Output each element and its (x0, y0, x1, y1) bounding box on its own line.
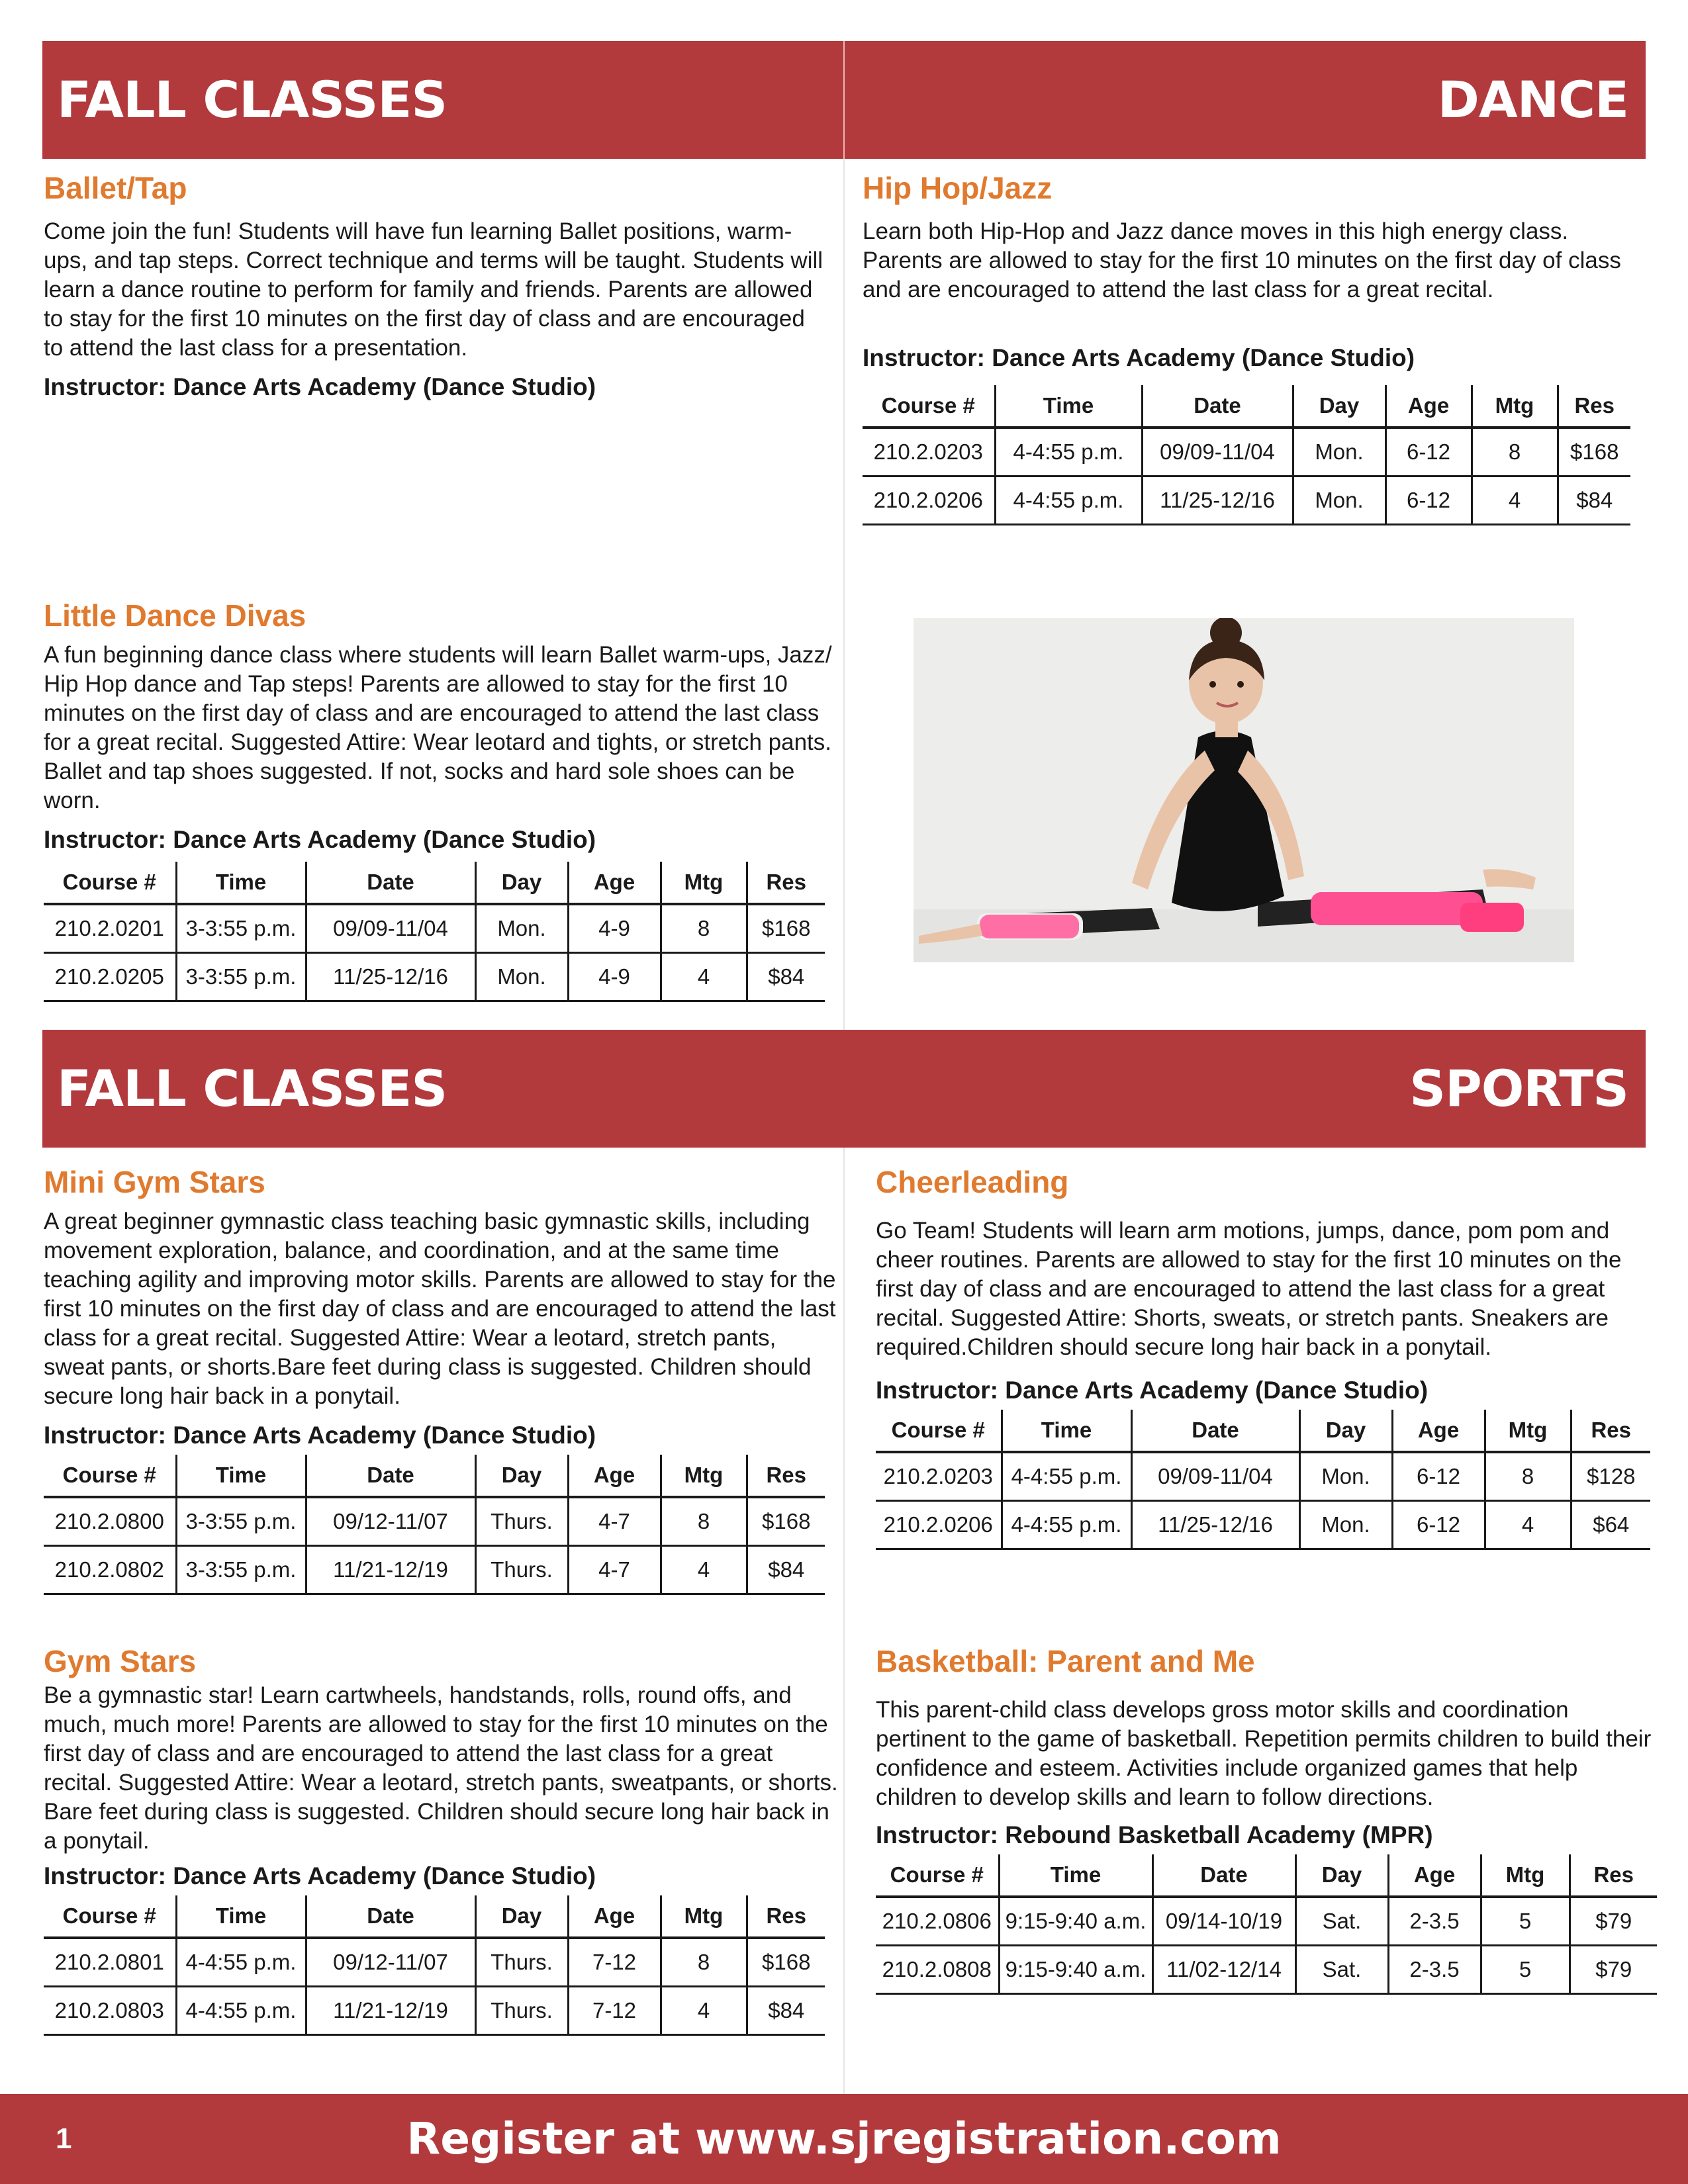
cell: 11/25-12/16 (306, 953, 475, 1001)
cell: 11/25-12/16 (1142, 477, 1293, 525)
col-header: Res (747, 862, 825, 904)
schedule-table (876, 1854, 1657, 1995)
cell: 7-12 (568, 1938, 661, 1987)
cell: 09/14-10/19 (1152, 1897, 1295, 1946)
section-title: Mini Gym Stars (44, 1165, 265, 1199)
col-header: Course # (863, 385, 995, 428)
section-description: A fun beginning dance class where students will learn Ballet warm-ups, Jazz/ Hip Hop dance and Tap steps! Parents are allowed to stay for the first 10 minutes on the first day of class and are encouraged to attend the last class for a great recital. Suggested Attire: Wear leotard and tights, or stretch pants. Ballet and tap shoes suggested. If not, socks and hard sole shoes can be worn. (44, 642, 832, 813)
table-row (44, 1938, 825, 1987)
col-header: Res (747, 1895, 825, 1938)
column-divider (843, 1148, 845, 2094)
cell: 4-7 (568, 1546, 661, 1594)
schedule-table (863, 385, 1630, 525)
mini-gym-stars-section (44, 1162, 838, 1595)
section-title: Hip Hop/Jazz (863, 171, 1053, 205)
cheerleading-section (876, 1162, 1657, 1550)
col-header: Time (999, 1854, 1152, 1897)
cell: 210.2.0800 (44, 1497, 176, 1546)
ballet-tap-section (44, 168, 825, 404)
col-header: Age (1392, 1410, 1485, 1452)
cell: 8 (1485, 1452, 1571, 1501)
cell: 4-7 (568, 1497, 661, 1546)
cell: 210.2.0206 (876, 1501, 1002, 1549)
page-number: 1 (56, 2122, 72, 2155)
col-header: Date (306, 1895, 475, 1938)
banner-category: DANCE (1437, 70, 1628, 129)
col-header: Time (1002, 1410, 1131, 1452)
cell: 7-12 (568, 1987, 661, 2035)
banner-divider (843, 41, 845, 159)
instructor: Instructor: Dance Arts Academy (Dance Studio) (44, 1422, 596, 1449)
col-header: Res (747, 1455, 825, 1497)
table-row (44, 1987, 825, 2035)
sports-banner (42, 1030, 1646, 1148)
cell: 5 (1481, 1897, 1570, 1946)
cell: Mon. (1293, 477, 1385, 525)
cell: 11/21-12/19 (306, 1987, 475, 2035)
col-header: Time (995, 385, 1142, 428)
cell: 4 (1472, 477, 1558, 525)
col-header: Course # (876, 1410, 1002, 1452)
cell: Thurs. (475, 1987, 568, 2035)
cell: 210.2.0802 (44, 1546, 176, 1594)
little-dance-divas-section (44, 596, 838, 1002)
section-title: Little Dance Divas (44, 598, 306, 633)
section-description: Come join the fun! Students will have fun learning Ballet positions, warm-ups, and tap steps. Correct technique and terms will be taught. Students will learn a dance routine to perform for family and friends. Parents are allowed to stay for the first 10 minutes on the first day of class and are encouraged to attend the last class for a presentation. (44, 218, 823, 361)
col-header: Course # (44, 1895, 176, 1938)
cell: 8 (661, 904, 747, 953)
col-header: Date (1142, 385, 1293, 428)
cell: 3-3:55 p.m. (176, 904, 306, 953)
cell: 4-4:55 p.m. (1002, 1452, 1131, 1501)
register-link[interactable]: Register at www.sjregistration.com (406, 2113, 1282, 2164)
schedule-table (44, 1895, 825, 2036)
table-row (876, 1452, 1650, 1501)
cell: $84 (747, 1987, 825, 2035)
col-header: Age (568, 862, 661, 904)
col-header: Res (1571, 1410, 1650, 1452)
section-description: A great beginner gymnastic class teaching basic gymnastic skills, including movement exploration, balance, and coordination, and at the same time teaching agility and improving motor skills. Parents are allowed to stay for the first 10 minutes on the first day of class and are encouraged to attend the last class for a great recital. Suggested Attire: Wear a leotard, stretch pants, sweat pants, or shorts.Bare feet during class is suggested. Children should secure long hair back in a ponytail. (44, 1208, 836, 1409)
col-header: Mtg (1472, 385, 1558, 428)
col-header: Day (475, 862, 568, 904)
gym-stars-section (44, 1641, 838, 2036)
col-header: Mtg (661, 1455, 747, 1497)
section-description: Be a gymnastic star! Learn cartwheels, handstands, rolls, round offs, and much, much more! Parents are allowed to stay for the first 10 minutes on the first day of class and are encouraged to attend the last class for a great recital. Suggested Attire: Wear a leotard, stretch pants, sweatpants, or shorts. Bare feet during class is suggested. Children should secure long hair back in a ponytail. (44, 1682, 838, 1854)
section-title: Cheerleading (876, 1165, 1069, 1199)
col-header: Date (306, 862, 475, 904)
cell: $168 (747, 904, 825, 953)
cell: Sat. (1295, 1897, 1388, 1946)
col-header: Course # (44, 1455, 176, 1497)
col-header: Day (475, 1895, 568, 1938)
cell: 210.2.0806 (876, 1897, 999, 1946)
column-divider (843, 159, 845, 1030)
instructor: Instructor: Dance Arts Academy (Dance Studio) (876, 1377, 1429, 1404)
cell: 4-4:55 p.m. (995, 428, 1142, 477)
col-header: Mtg (1485, 1410, 1571, 1452)
cell: 4-9 (568, 953, 661, 1001)
cell: $79 (1570, 1897, 1657, 1946)
cell: $128 (1571, 1452, 1650, 1501)
col-header: Course # (876, 1854, 999, 1897)
cell: 210.2.0203 (863, 428, 995, 477)
cell: 2-3.5 (1388, 1946, 1481, 1994)
section-description: Learn both Hip-Hop and Jazz dance moves in this high energy class. Parents are allowed to stay for the first 10 minutes on the first day of class and are encouraged to attend the last class for a great recital. (863, 218, 1621, 302)
cell: 5 (1481, 1946, 1570, 1994)
table-row (876, 1501, 1650, 1549)
dancer-illustration (914, 618, 1574, 962)
cell: 3-3:55 p.m. (176, 1497, 306, 1546)
cell: 4 (1485, 1501, 1571, 1549)
cell: 8 (661, 1938, 747, 1987)
col-header: Date (1131, 1410, 1299, 1452)
cell: 2-3.5 (1388, 1897, 1481, 1946)
col-header: Res (1570, 1854, 1657, 1897)
col-header: Mtg (1481, 1854, 1570, 1897)
table-row (44, 1497, 825, 1546)
schedule-table (44, 1455, 825, 1595)
cell: $79 (1570, 1946, 1657, 1994)
footer-bar (0, 2094, 1688, 2184)
cell: 09/09-11/04 (306, 904, 475, 953)
schedule-table (876, 1410, 1650, 1550)
cell: 9:15-9:40 a.m. (999, 1946, 1152, 1994)
cell: 11/02-12/14 (1152, 1946, 1295, 1994)
cell: 210.2.0808 (876, 1946, 999, 1994)
cell: 210.2.0203 (876, 1452, 1002, 1501)
cell: Mon. (475, 904, 568, 953)
cell: 210.2.0206 (863, 477, 995, 525)
cell: 210.2.0205 (44, 953, 176, 1001)
col-header: Time (176, 1455, 306, 1497)
basketball-section (876, 1641, 1657, 1995)
cell: Thurs. (475, 1938, 568, 1987)
cell: 4-9 (568, 904, 661, 953)
cell: 4 (661, 953, 747, 1001)
col-header: Age (568, 1455, 661, 1497)
instructor: Instructor: Rebound Basketball Academy (MPR) (876, 1821, 1433, 1848)
dancer-photo (914, 618, 1574, 962)
col-header: Time (176, 1895, 306, 1938)
cell: 210.2.0801 (44, 1938, 176, 1987)
table-row (863, 428, 1630, 477)
cell: 8 (1472, 428, 1558, 477)
cell: 09/09-11/04 (1131, 1452, 1299, 1501)
table-row (44, 1546, 825, 1594)
col-header: Age (568, 1895, 661, 1938)
cell: Mon. (475, 953, 568, 1001)
cell: Thurs. (475, 1546, 568, 1594)
col-header: Age (1388, 1854, 1481, 1897)
banner-category: SPORTS (1409, 1059, 1628, 1118)
table-row (863, 477, 1630, 525)
section-description: Go Team! Students will learn arm motions, jumps, dance, pom pom and cheer routines. Parents are allowed to stay for the first 10 minutes on the first day of class and are encouraged to attend the last class for a great recital. Suggested Attire: Shorts, sweats, or stretch pants. Sneakers are required.Children should secure long hair back in a ponytail. (876, 1218, 1622, 1360)
table-row (44, 904, 825, 953)
col-header: Date (306, 1455, 475, 1497)
cell: 09/12-11/07 (306, 1938, 475, 1987)
cell: 3-3:55 p.m. (176, 953, 306, 1001)
hiphop-jazz-section (863, 168, 1644, 525)
cell: $168 (1558, 428, 1630, 477)
section-title: Basketball: Parent and Me (876, 1644, 1255, 1678)
schedule-table (44, 862, 825, 1002)
banner-title: FALL CLASSES (57, 1059, 447, 1118)
cell: Mon. (1299, 1452, 1392, 1501)
instructor: Instructor: Dance Arts Academy (Dance Studio) (863, 344, 1415, 371)
cell: 9:15-9:40 a.m. (999, 1897, 1152, 1946)
section-title: Ballet/Tap (44, 171, 187, 205)
col-header: Day (1293, 385, 1385, 428)
col-header: Date (1152, 1854, 1295, 1897)
table-row (876, 1897, 1657, 1946)
instructor: Instructor: Dance Arts Academy (Dance Studio) (44, 826, 596, 853)
cell: 09/09-11/04 (1142, 428, 1293, 477)
cell: 6-12 (1385, 477, 1472, 525)
cell: Thurs. (475, 1497, 568, 1546)
cell: $64 (1571, 1501, 1650, 1549)
cell: $168 (747, 1938, 825, 1987)
instructor: Instructor: Dance Arts Academy (Dance Studio) (44, 373, 596, 400)
cell: 11/21-12/19 (306, 1546, 475, 1594)
cell: 6-12 (1392, 1452, 1485, 1501)
col-header: Mtg (661, 862, 747, 904)
dance-banner (42, 41, 1646, 159)
cell: 210.2.0201 (44, 904, 176, 953)
table-row (876, 1946, 1657, 1994)
col-header: Res (1558, 385, 1630, 428)
col-header: Day (1295, 1854, 1388, 1897)
cell: 6-12 (1392, 1501, 1485, 1549)
cell: Sat. (1295, 1946, 1388, 1994)
cell: $168 (747, 1497, 825, 1546)
cell: 4 (661, 1546, 747, 1594)
cell: Mon. (1299, 1501, 1392, 1549)
banner-title: FALL CLASSES (57, 70, 447, 129)
instructor: Instructor: Dance Arts Academy (Dance Studio) (44, 1862, 596, 1889)
col-header: Day (475, 1455, 568, 1497)
cell: 4-4:55 p.m. (176, 1987, 306, 2035)
table-row (44, 953, 825, 1001)
cell: 11/25-12/16 (1131, 1501, 1299, 1549)
cell: 3-3:55 p.m. (176, 1546, 306, 1594)
cell: $84 (747, 1546, 825, 1594)
col-header: Mtg (661, 1895, 747, 1938)
cell: 8 (661, 1497, 747, 1546)
col-header: Age (1385, 385, 1472, 428)
col-header: Day (1299, 1410, 1392, 1452)
cell: $84 (1558, 477, 1630, 525)
cell: 4-4:55 p.m. (1002, 1501, 1131, 1549)
section-title: Gym Stars (44, 1644, 197, 1678)
col-header: Time (176, 862, 306, 904)
cell: 4-4:55 p.m. (176, 1938, 306, 1987)
cell: 6-12 (1385, 428, 1472, 477)
cell: 4 (661, 1987, 747, 2035)
cell: 09/12-11/07 (306, 1497, 475, 1546)
cell: $84 (747, 953, 825, 1001)
section-description: This parent-child class develops gross motor skills and coordination pertinent to the game of basketball. Repetition permits children to build their confidence and esteem. Activities include organized games that help children to develop skills and learn to follow directions. (876, 1697, 1652, 1810)
cell: Mon. (1293, 428, 1385, 477)
cell: 210.2.0803 (44, 1987, 176, 2035)
col-header: Course # (44, 862, 176, 904)
cell: 4-4:55 p.m. (995, 477, 1142, 525)
